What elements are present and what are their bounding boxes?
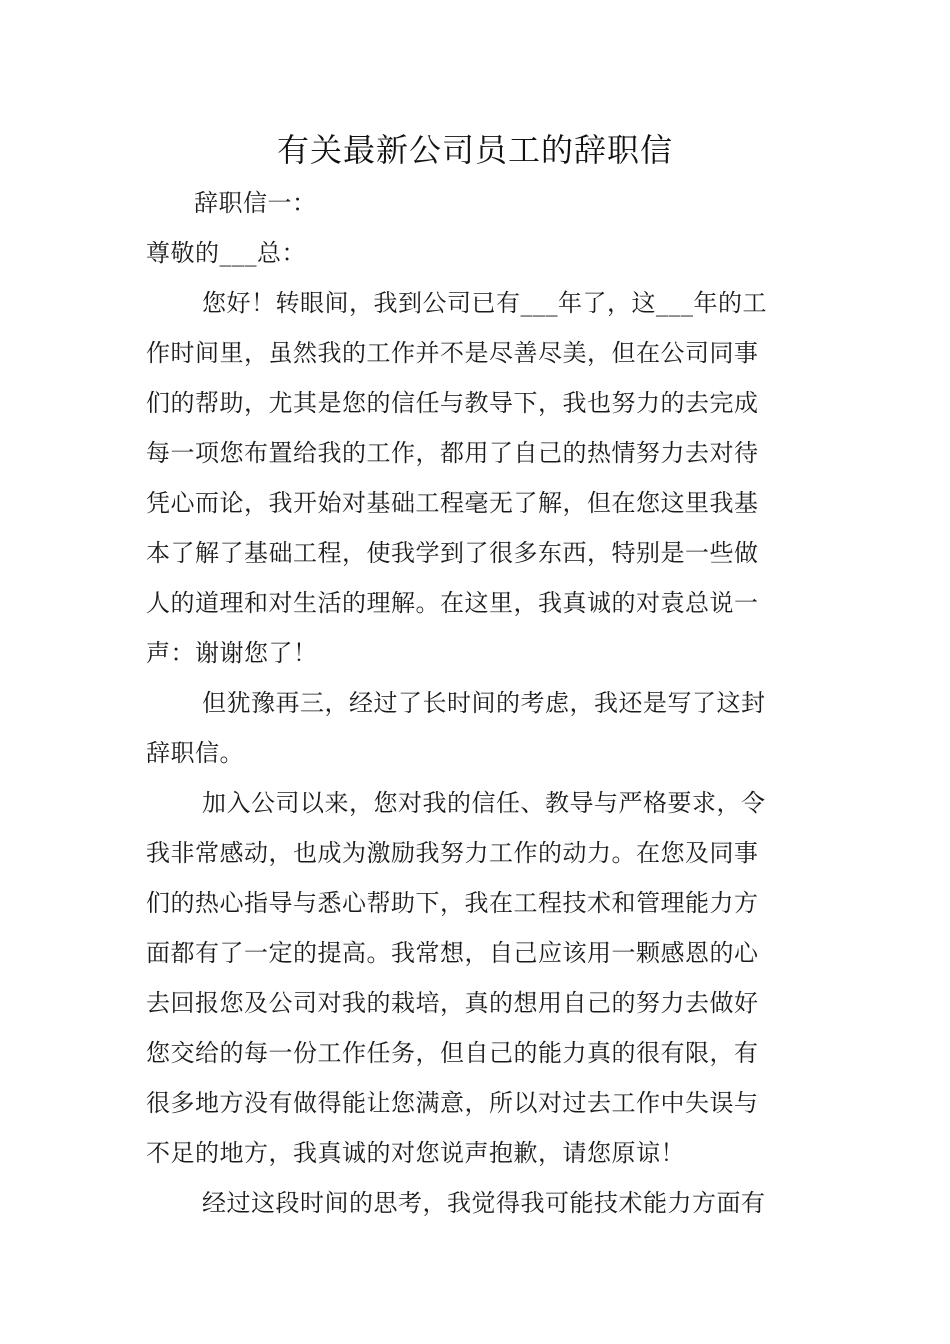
paragraph-line: 但犹豫再三，经过了长时间的考虑，我还是写了这封	[202, 689, 766, 717]
paragraph-line: 们的热心指导与悉心帮助下，我在工程技术和管理能力方	[146, 889, 759, 917]
letter-heading: 辞职信一：	[194, 189, 317, 217]
paragraph-line: 加入公司以来，您对我的信任、教导与严格要求，令	[202, 789, 766, 817]
paragraph-line: 您好！转眼间，我到公司已有___年了，这___年的工	[202, 289, 767, 317]
paragraph-line: 作时间里，虽然我的工作并不是尽善尽美，但在公司同事	[146, 339, 759, 367]
paragraph-line: 人的道理和对生活的理解。在这里，我真诚的对袁总说一	[146, 589, 759, 617]
paragraph-line: 们的帮助，尤其是您的信任与教导下，我也努力的去完成	[146, 389, 759, 417]
document-title: 有关最新公司员工的辞职信	[276, 131, 673, 169]
paragraph-line: 凭心而论，我开始对基础工程毫无了解，但在您这里我基	[146, 489, 759, 517]
paragraph-line: 很多地方没有做得能让您满意，所以对过去工作中失误与	[146, 1089, 759, 1117]
paragraph-line: 经过这段时间的思考，我觉得我可能技术能力方面有	[202, 1189, 766, 1217]
paragraph-line: 面都有了一定的提高。我常想，自己应该用一颗感恩的心	[146, 939, 759, 967]
paragraph-line: 辞职信。	[146, 739, 244, 767]
document-body	[146, 178, 810, 1228]
paragraph-line: 声：谢谢您了！	[146, 639, 318, 667]
paragraph-line: 我非常感动，也成为激励我努力工作的动力。在您及同事	[146, 839, 759, 867]
paragraph-line: 每一项您布置给我的工作，都用了自己的热情努力去对待	[146, 439, 759, 467]
paragraph-line: 不足的地方，我真诚的对您说声抱歉，请您原谅！	[146, 1139, 685, 1167]
salutation: 尊敬的___总：	[146, 239, 306, 267]
paragraph-line: 本了解了基础工程，使我学到了很多东西，特别是一些做	[146, 539, 759, 567]
paragraph-line: 您交给的每一份工作任务，但自己的能力真的很有限，有	[146, 1039, 759, 1067]
paragraph-line: 去回报您及公司对我的栽培，真的想用自己的努力去做好	[146, 989, 759, 1017]
